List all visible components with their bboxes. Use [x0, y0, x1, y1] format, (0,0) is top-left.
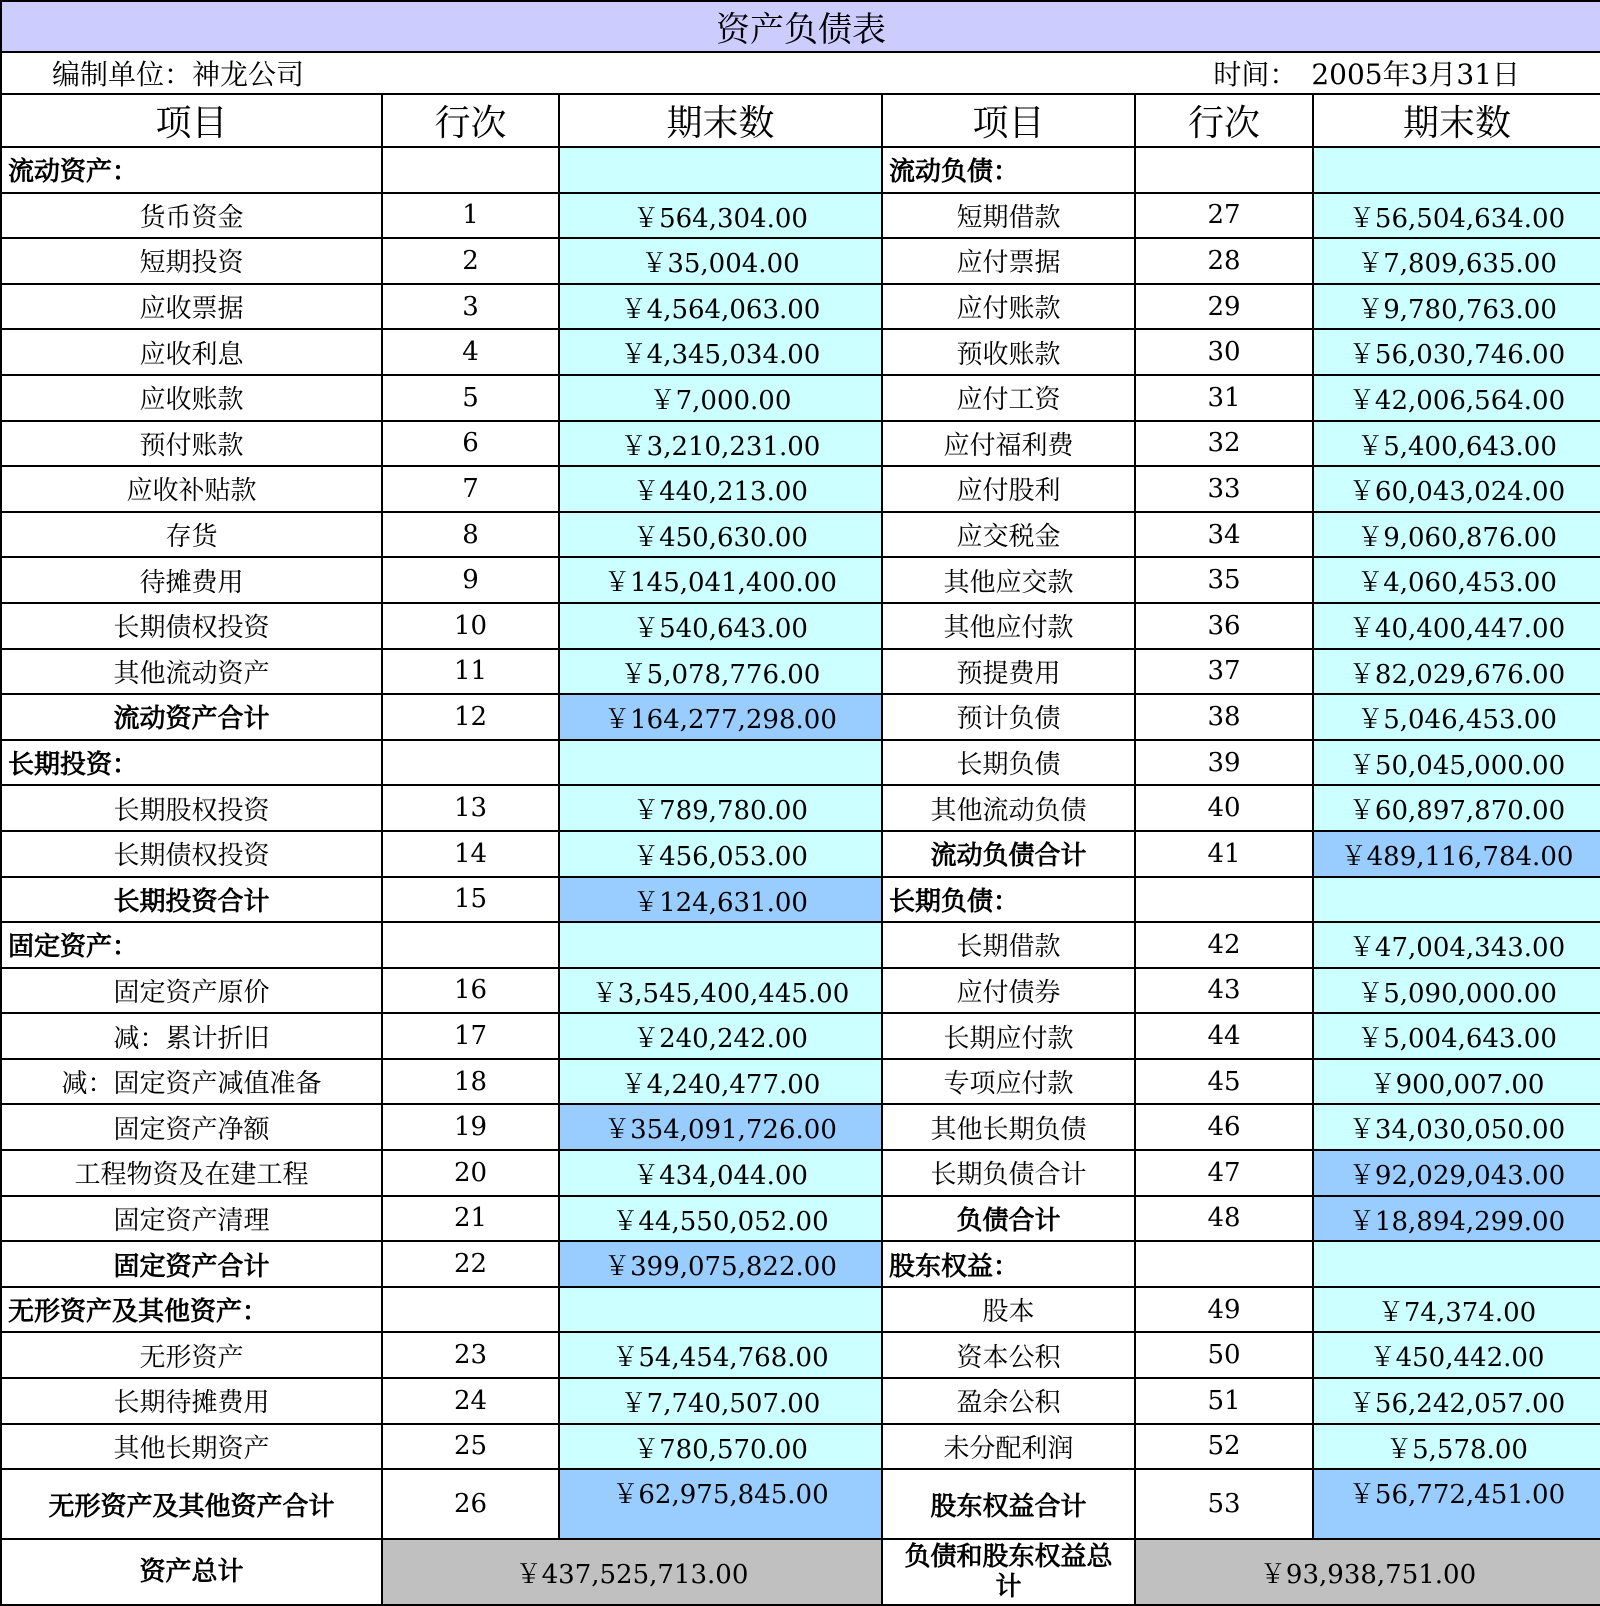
left-amount-cell: ￥3,545,400,445.00: [559, 968, 882, 1014]
left-amount-cell: ￥3,210,231.00: [559, 421, 882, 467]
left-item-name: 固定资产合计: [1, 1241, 382, 1287]
right-row-number: 35: [1135, 557, 1313, 603]
table-row: [1, 375, 1600, 421]
right-amount-cell: ￥34,030,050.00: [1313, 1104, 1600, 1150]
right-amount-cell: ￥7,809,635.00: [1313, 238, 1600, 284]
right-row-number: 33: [1135, 466, 1313, 512]
table-row: [1, 1287, 1600, 1333]
left-row-number: 22: [382, 1241, 559, 1287]
right-row-number: 29: [1135, 284, 1313, 330]
right-amount-cell: ￥5,400,643.00: [1313, 421, 1600, 467]
table-row: [1, 1469, 1600, 1539]
left-amount-cell: [559, 1287, 882, 1333]
left-item-name: 待摊费用: [1, 557, 382, 603]
left-amount-cell: ￥354,091,726.00: [559, 1104, 882, 1150]
table-row: [1, 649, 1600, 695]
left-row-number: [382, 1287, 559, 1333]
date-label: 时间：: [1213, 58, 1298, 91]
right-row-number: 47: [1135, 1150, 1313, 1196]
left-item-name: 长期待摊费用: [1, 1378, 382, 1424]
left-row-number: 14: [382, 831, 559, 877]
left-amount-cell: ￥789,780.00: [559, 785, 882, 831]
left-row-number: 10: [382, 603, 559, 649]
right-item-name: 应交税金: [882, 512, 1135, 558]
table-row: [1, 512, 1600, 558]
right-item-name: 长期负债：: [882, 877, 1135, 923]
left-row-number: 17: [382, 1013, 559, 1059]
table-row: [1, 831, 1600, 877]
left-item-name: 短期投资: [1, 238, 382, 284]
left-item-name: 应收补贴款: [1, 466, 382, 512]
left-amount-cell: ￥4,345,034.00: [559, 329, 882, 375]
right-row-number: 44: [1135, 1013, 1313, 1059]
left-row-number: [382, 922, 559, 968]
right-amount-cell: ￥42,006,564.00: [1313, 375, 1600, 421]
liab-equity-total-value: ￥93,938,751.00: [1135, 1539, 1600, 1605]
right-row-number: 40: [1135, 785, 1313, 831]
right-item-name: 应付工资: [882, 375, 1135, 421]
table-row: [1, 877, 1600, 923]
right-amount-cell: ￥82,029,676.00: [1313, 649, 1600, 695]
table-row: [1, 1104, 1600, 1150]
left-item-name: 存货: [1, 512, 382, 558]
right-item-name: 未分配利润: [882, 1424, 1135, 1470]
left-item-name: 长期投资合计: [1, 877, 382, 923]
left-amount-cell: ￥35,004.00: [559, 238, 882, 284]
right-item-name: 流动负债：: [882, 147, 1135, 193]
right-item-name: 负债合计: [882, 1196, 1135, 1242]
right-amount-cell: ￥18,894,299.00: [1313, 1196, 1600, 1242]
right-item-name: 其他流动负债: [882, 785, 1135, 831]
left-item-name: 长期债权投资: [1, 831, 382, 877]
left-amount-cell: [559, 922, 882, 968]
right-item-name: 长期应付款: [882, 1013, 1135, 1059]
right-amount-cell: ￥5,004,643.00: [1313, 1013, 1600, 1059]
left-row-number: 25: [382, 1424, 559, 1470]
left-item-name: 其他流动资产: [1, 649, 382, 695]
table-row: [1, 147, 1600, 193]
right-item-name: 其他应交款: [882, 557, 1135, 603]
right-item-name: 长期负债: [882, 740, 1135, 786]
header-item-right: 项目: [882, 94, 1135, 147]
right-item-name: 股东权益合计: [882, 1469, 1135, 1539]
right-row-number: 48: [1135, 1196, 1313, 1242]
right-amount-cell: ￥56,030,746.00: [1313, 329, 1600, 375]
right-amount-cell: ￥74,374.00: [1313, 1287, 1600, 1333]
right-row-number: 49: [1135, 1287, 1313, 1333]
left-amount-cell: ￥450,630.00: [559, 512, 882, 558]
table-row: [1, 421, 1600, 467]
right-row-number: 41: [1135, 831, 1313, 877]
left-row-number: [382, 740, 559, 786]
left-row-number: 26: [382, 1469, 559, 1539]
table-row: [1, 557, 1600, 603]
header-row-right: 行次: [1135, 94, 1313, 147]
right-item-name: 短期借款: [882, 193, 1135, 239]
right-item-name: 应付债券: [882, 968, 1135, 1014]
right-item-name: 股本: [882, 1287, 1135, 1333]
left-amount-cell: ￥780,570.00: [559, 1424, 882, 1470]
left-item-name: 流动资产合计: [1, 694, 382, 740]
right-row-number: 46: [1135, 1104, 1313, 1150]
left-row-number: 20: [382, 1150, 559, 1196]
right-item-name: 资本公积: [882, 1332, 1135, 1378]
right-item-name: 预提费用: [882, 649, 1135, 695]
left-amount-cell: ￥7,000.00: [559, 375, 882, 421]
right-amount-cell: ￥5,578.00: [1313, 1424, 1600, 1470]
table-row: [1, 1059, 1600, 1105]
right-row-number: 37: [1135, 649, 1313, 695]
left-item-name: 长期债权投资: [1, 603, 382, 649]
table-row: [1, 603, 1600, 649]
right-amount-cell: [1313, 147, 1600, 193]
table-row: [1, 785, 1600, 831]
right-amount-cell: ￥47,004,343.00: [1313, 922, 1600, 968]
left-amount-cell: ￥440,213.00: [559, 466, 882, 512]
left-item-name: 无形资产及其他资产：: [1, 1287, 382, 1333]
right-row-number: 53: [1135, 1469, 1313, 1539]
right-row-number: 38: [1135, 694, 1313, 740]
right-row-number: 51: [1135, 1378, 1313, 1424]
right-item-name: 预收账款: [882, 329, 1135, 375]
left-row-number: 5: [382, 375, 559, 421]
left-item-name: 长期投资：: [1, 740, 382, 786]
left-item-name: 应收账款: [1, 375, 382, 421]
table-row: [1, 1013, 1600, 1059]
table-row: [1, 968, 1600, 1014]
date-value: 2005年3月31日: [1311, 58, 1521, 91]
left-amount-cell: ￥5,078,776.00: [559, 649, 882, 695]
header-item-left: 项目: [1, 94, 382, 147]
left-row-number: 1: [382, 193, 559, 239]
right-item-name: 长期负债合计: [882, 1150, 1135, 1196]
left-item-name: 无形资产: [1, 1332, 382, 1378]
left-amount-cell: ￥62,975,845.00: [559, 1469, 882, 1539]
right-row-number: 36: [1135, 603, 1313, 649]
left-item-name: 流动资产：: [1, 147, 382, 193]
right-amount-cell: ￥489,116,784.00: [1313, 831, 1600, 877]
unit-value: 神龙公司: [192, 58, 305, 91]
right-amount-cell: ￥4,060,453.00: [1313, 557, 1600, 603]
left-row-number: 8: [382, 512, 559, 558]
liab-equity-total-label: 负债和股东权益总计: [882, 1539, 1135, 1605]
left-amount-cell: ￥145,041,400.00: [559, 557, 882, 603]
right-amount-cell: ￥92,029,043.00: [1313, 1150, 1600, 1196]
table-row: [1, 284, 1600, 330]
right-row-number: 27: [1135, 193, 1313, 239]
left-row-number: 13: [382, 785, 559, 831]
table-row: [1, 238, 1600, 284]
table-row: [1, 1332, 1600, 1378]
table-row: [1, 922, 1600, 968]
right-item-name: 长期借款: [882, 922, 1135, 968]
left-row-number: 3: [382, 284, 559, 330]
right-row-number: 45: [1135, 1059, 1313, 1105]
right-row-number: 32: [1135, 421, 1313, 467]
right-amount-cell: [1313, 1241, 1600, 1287]
table-row: [1, 1196, 1600, 1242]
date-info: [882, 52, 1600, 94]
assets-total-value: ￥437,525,713.00: [382, 1539, 882, 1605]
table-row: [1, 329, 1600, 375]
left-item-name: 无形资产及其他资产合计: [1, 1469, 382, 1539]
table-row: [1, 694, 1600, 740]
right-amount-cell: [1313, 877, 1600, 923]
left-row-number: 6: [382, 421, 559, 467]
left-item-name: 减：累计折旧: [1, 1013, 382, 1059]
left-row-number: 16: [382, 968, 559, 1014]
left-amount-cell: ￥399,075,822.00: [559, 1241, 882, 1287]
right-item-name: 预计负债: [882, 694, 1135, 740]
right-amount-cell: ￥50,045,000.00: [1313, 740, 1600, 786]
right-amount-cell: ￥56,772,451.00: [1313, 1469, 1600, 1539]
table-row: [1, 466, 1600, 512]
left-row-number: 24: [382, 1378, 559, 1424]
unit-info: [1, 52, 882, 94]
unit-label: 编制单位：: [52, 58, 193, 91]
left-row-number: 7: [382, 466, 559, 512]
left-amount-cell: ￥7,740,507.00: [559, 1378, 882, 1424]
table-row: [1, 1150, 1600, 1196]
table-row: [1, 193, 1600, 239]
left-amount-cell: ￥54,454,768.00: [559, 1332, 882, 1378]
left-row-number: [382, 147, 559, 193]
left-item-name: 固定资产：: [1, 922, 382, 968]
left-row-number: 2: [382, 238, 559, 284]
left-amount-cell: ￥540,643.00: [559, 603, 882, 649]
right-amount-cell: ￥60,897,870.00: [1313, 785, 1600, 831]
right-item-name: 盈余公积: [882, 1378, 1135, 1424]
left-row-number: 18: [382, 1059, 559, 1105]
right-row-number: 43: [1135, 968, 1313, 1014]
right-item-name: 应付福利费: [882, 421, 1135, 467]
right-amount-cell: ￥900,007.00: [1313, 1059, 1600, 1105]
right-amount-cell: ￥56,242,057.00: [1313, 1378, 1600, 1424]
header-amount-right: 期末数: [1313, 94, 1600, 147]
header-amount-left: 期末数: [559, 94, 882, 147]
left-item-name: 固定资产清理: [1, 1196, 382, 1242]
left-amount-cell: ￥124,631.00: [559, 877, 882, 923]
right-row-number: [1135, 877, 1313, 923]
right-item-name: 其他长期负债: [882, 1104, 1135, 1150]
left-item-name: 固定资产净额: [1, 1104, 382, 1150]
left-item-name: 货币资金: [1, 193, 382, 239]
left-item-name: 工程物资及在建工程: [1, 1150, 382, 1196]
right-item-name: 应付账款: [882, 284, 1135, 330]
right-amount-cell: ￥56,504,634.00: [1313, 193, 1600, 239]
left-row-number: 11: [382, 649, 559, 695]
left-amount-cell: ￥4,240,477.00: [559, 1059, 882, 1105]
right-amount-cell: ￥450,442.00: [1313, 1332, 1600, 1378]
left-amount-cell: ￥4,564,063.00: [559, 284, 882, 330]
left-item-name: 长期股权投资: [1, 785, 382, 831]
left-item-name: 应收票据: [1, 284, 382, 330]
left-row-number: 12: [382, 694, 559, 740]
left-row-number: 23: [382, 1332, 559, 1378]
assets-total-label: 资产总计: [1, 1539, 382, 1605]
right-row-number: 50: [1135, 1332, 1313, 1378]
right-row-number: 34: [1135, 512, 1313, 558]
left-item-name: 固定资产原价: [1, 968, 382, 1014]
left-row-number: 4: [382, 329, 559, 375]
right-item-name: 其他应付款: [882, 603, 1135, 649]
left-amount-cell: ￥240,242.00: [559, 1013, 882, 1059]
sheet-title: 资产负债表: [1, 1, 1600, 52]
right-amount-cell: ￥9,780,763.00: [1313, 284, 1600, 330]
left-amount-cell: ￥456,053.00: [559, 831, 882, 877]
table-row: [1, 740, 1600, 786]
right-item-name: 应付票据: [882, 238, 1135, 284]
left-amount-cell: ￥434,044.00: [559, 1150, 882, 1196]
right-item-name: 专项应付款: [882, 1059, 1135, 1105]
left-row-number: 9: [382, 557, 559, 603]
footer-row: [1, 1539, 1600, 1605]
right-row-number: 42: [1135, 922, 1313, 968]
left-item-name: 其他长期资产: [1, 1424, 382, 1470]
left-row-number: 19: [382, 1104, 559, 1150]
header-row-left: 行次: [382, 94, 559, 147]
table-row: [1, 1378, 1600, 1424]
left-row-number: 21: [382, 1196, 559, 1242]
right-amount-cell: ￥5,090,000.00: [1313, 968, 1600, 1014]
right-row-number: 39: [1135, 740, 1313, 786]
right-row-number: [1135, 1241, 1313, 1287]
right-item-name: 应付股利: [882, 466, 1135, 512]
left-item-name: 预付账款: [1, 421, 382, 467]
right-amount-cell: ￥60,043,024.00: [1313, 466, 1600, 512]
left-amount-cell: ￥164,277,298.00: [559, 694, 882, 740]
right-item-name: 股东权益：: [882, 1241, 1135, 1287]
right-row-number: [1135, 147, 1313, 193]
right-amount-cell: ￥9,060,876.00: [1313, 512, 1600, 558]
table-row: [1, 1424, 1600, 1470]
left-amount-cell: [559, 147, 882, 193]
right-item-name: 流动负债合计: [882, 831, 1135, 877]
right-amount-cell: ￥40,400,447.00: [1313, 603, 1600, 649]
right-row-number: 30: [1135, 329, 1313, 375]
right-row-number: 28: [1135, 238, 1313, 284]
left-item-name: 应收利息: [1, 329, 382, 375]
right-amount-cell: ￥5,046,453.00: [1313, 694, 1600, 740]
left-item-name: 减：固定资产减值准备: [1, 1059, 382, 1105]
left-amount-cell: ￥44,550,052.00: [559, 1196, 882, 1242]
left-row-number: 15: [382, 877, 559, 923]
right-row-number: 52: [1135, 1424, 1313, 1470]
table-row: [1, 1241, 1600, 1287]
left-amount-cell: [559, 740, 882, 786]
right-row-number: 31: [1135, 375, 1313, 421]
left-amount-cell: ￥564,304.00: [559, 193, 882, 239]
